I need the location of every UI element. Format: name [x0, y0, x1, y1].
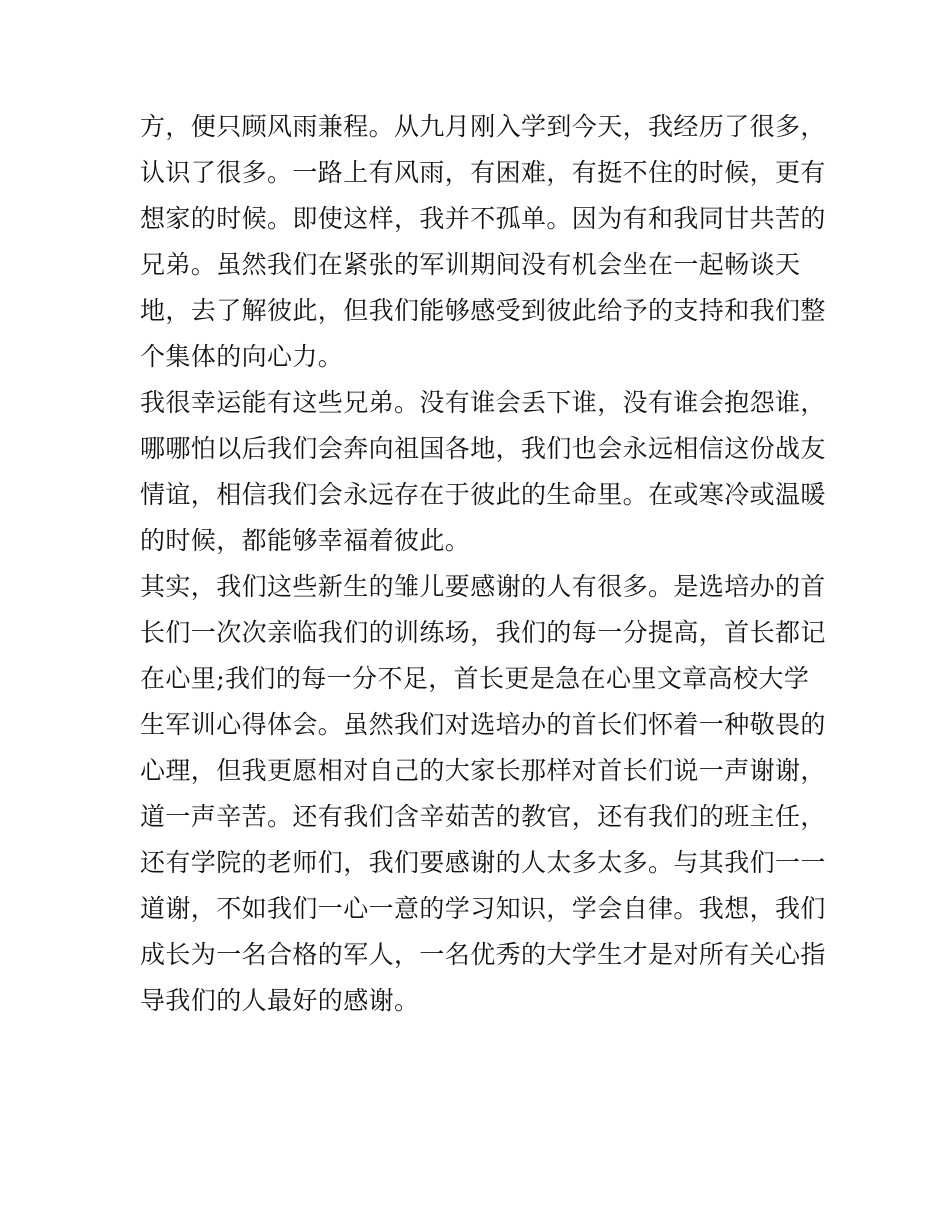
text-line: 生军训心得体会。虽然我们对选培办的首长们怀着一种敬畏的	[140, 710, 826, 739]
text-line: 方，便只顾风雨兼程。从九月刚入学到今天，我经历了很多，	[140, 112, 826, 141]
text-line: 哪哪怕以后我们会奔向祖国各地，我们也会永远相信这份战友	[140, 434, 826, 463]
text-line: 其实，我们这些新生的雏儿要感谢的人有很多。是选培办的首	[140, 572, 826, 601]
text-line: 情谊，相信我们会永远存在于彼此的生命里。在或寒冷或温暖	[140, 480, 826, 509]
text-line: 兄弟。虽然我们在紧张的军训期间没有机会坐在一起畅谈天	[140, 250, 801, 279]
text-line: 个集体的向心力。	[140, 342, 344, 371]
text-line: 长们一次次亲临我们的训练场，我们的每一分提高，首长都记	[140, 618, 826, 647]
text-line: 认识了很多。一路上有风雨，有困难，有挺不住的时候，更有	[140, 158, 826, 187]
text-line: 导我们的人最好的感谢。	[140, 986, 420, 1015]
text-line: 成长为一名合格的军人，一名优秀的大学生才是对所有关心指	[140, 940, 826, 969]
text-line: 的时候，都能够幸福着彼此。	[140, 526, 471, 555]
body-text	[140, 104, 826, 1024]
text-line: 还有学院的老师们，我们要感谢的人太多太多。与其我们一一	[140, 848, 826, 877]
text-line: 地，去了解彼此，但我们能够感受到彼此给予的支持和我们整	[140, 296, 826, 325]
text-line: 在心里;我们的每一分不足，首长更是急在心里文章高校大学	[140, 664, 810, 693]
text-line: 道一声辛苦。还有我们含辛茹苦的教官，还有我们的班主任，	[140, 802, 826, 831]
text-line: 心理，但我更愿相对自己的大家长那样对首长们说一声谢谢，	[140, 756, 826, 785]
text-line: 道谢，不如我们一心一意的学习知识，学会自律。我想，我们	[140, 894, 826, 923]
text-line: 我很幸运能有这些兄弟。没有谁会丢下谁，没有谁会抱怨谁，	[140, 388, 826, 417]
text-line: 想家的时候。即使这样，我并不孤单。因为有和我同甘共苦的	[140, 204, 826, 233]
